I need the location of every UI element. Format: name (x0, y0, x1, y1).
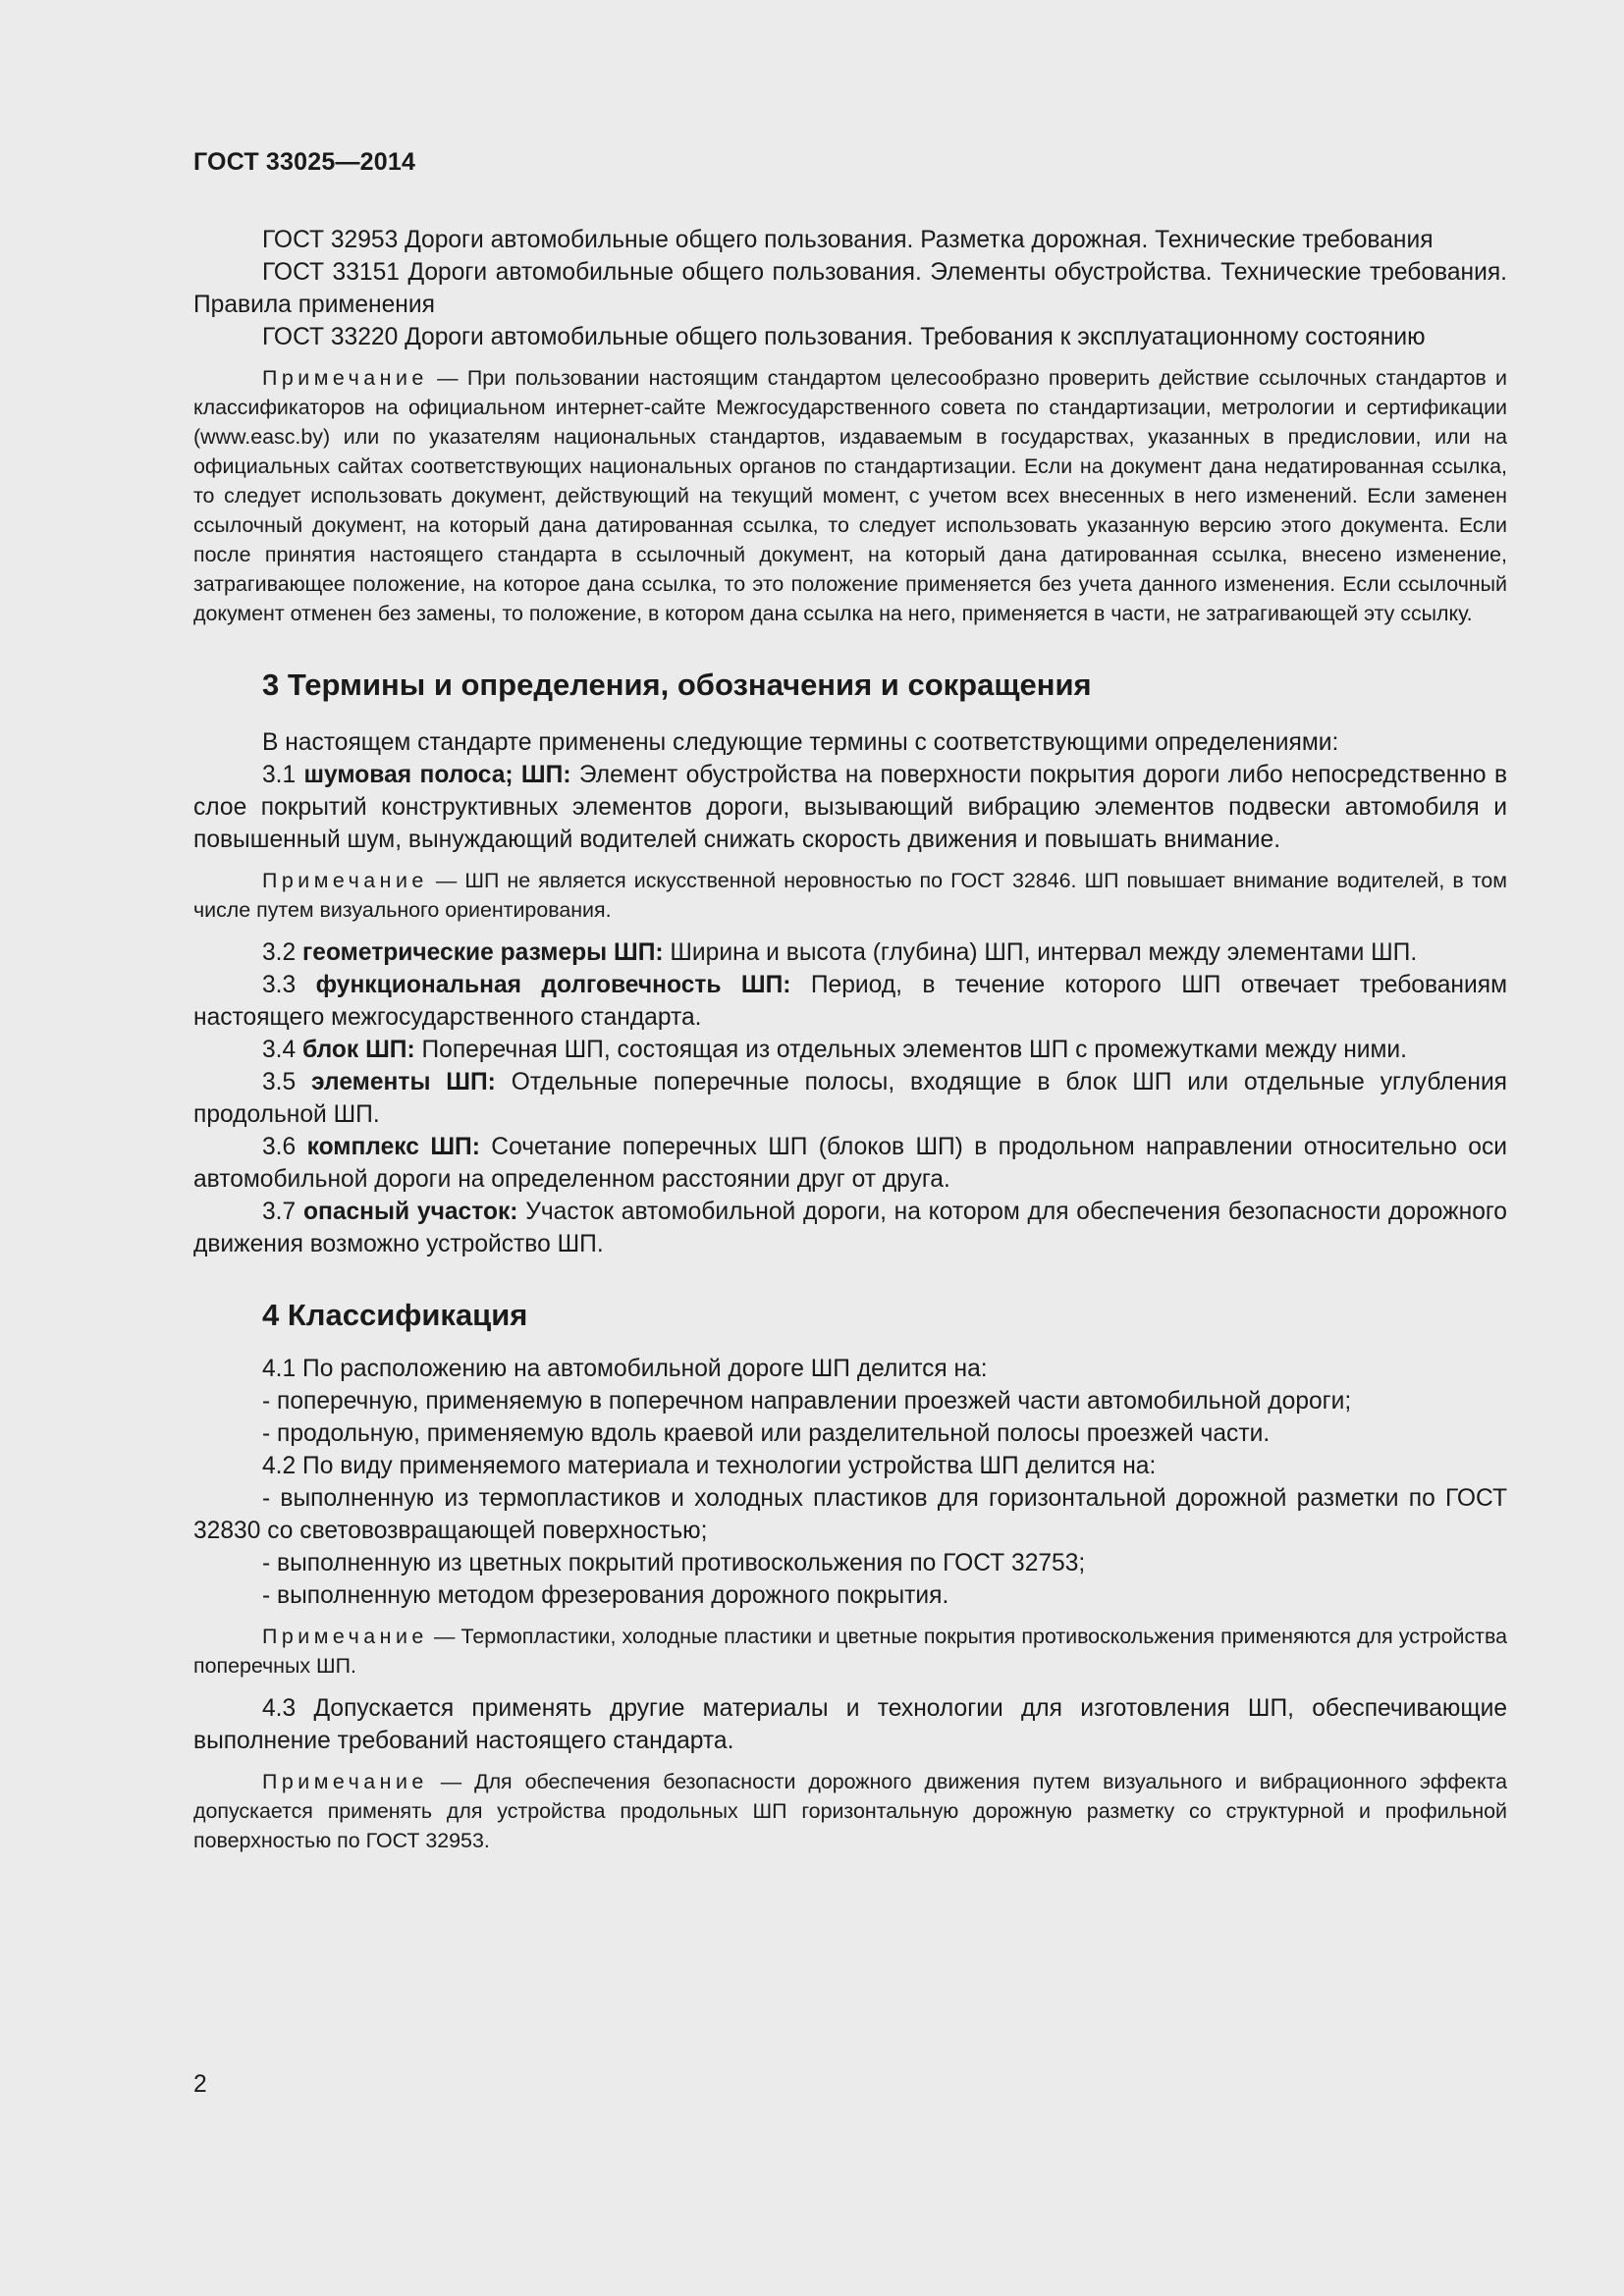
clause-4-3: 4.3 Допускается применять другие материалы и технологии для изготовления ШП, обеспечивающие выполнение требований настоящего стандарта. (193, 1695, 1507, 1754)
list-item: - выполненную методом фрезерования дорожного покрытия. (262, 1582, 949, 1609)
section-3-title: 3 Термины и определения, обозначения и сокращения (262, 667, 1092, 702)
term-number: 3.5 (262, 1069, 312, 1095)
term-definition: Отдельные поперечные полосы, входящие в блок ШП или отдельные углубления продольной ШП. (193, 1069, 1507, 1128)
note-clause-4-2 (193, 1622, 1507, 1681)
page-content (193, 224, 1507, 1855)
term-number: 3.6 (262, 1134, 307, 1160)
note-label: Примечание (262, 1770, 428, 1793)
term-name: шумовая полоса; ШП: (303, 762, 571, 788)
note-label: Примечание (262, 1625, 428, 1648)
term-3-1 (193, 759, 1507, 856)
term-3-6 (193, 1131, 1507, 1196)
term-definition: Поперечная ШП, состоящая из отдельных элементов ШП с промежутками между ними. (414, 1037, 1407, 1063)
term-3-5 (193, 1066, 1507, 1131)
term-name: блок ШП: (302, 1037, 415, 1063)
term-3-4 (193, 1034, 1507, 1066)
note-dash: — (427, 869, 465, 892)
term-name: элементы ШП: (311, 1069, 496, 1095)
note-dash: — (427, 366, 467, 390)
list-item: - выполненную из цветных покрытий противоскольжения по ГОСТ 32753; (262, 1550, 1086, 1576)
clause-4-2: 4.2 По виду применяемого материала и технологии устройства ШП делится на: (262, 1453, 1157, 1479)
list-item: - поперечную, применяемую в поперечном направлении проезжей части автомобильной дороги; (262, 1388, 1352, 1415)
list-item: - продольную, применяемую вдоль краевой или разделительной полосы проезжей части. (262, 1420, 1271, 1447)
note-label: Примечание (262, 869, 428, 892)
document-code-header: ГОСТ 33025—2014 (193, 148, 416, 176)
term-3-3 (193, 969, 1507, 1034)
reference-gost-33220: ГОСТ 33220 Дороги автомобильные общего пользования. Требования к эксплуатационному состоянию (262, 324, 1426, 350)
term-name: геометрические размеры ШП: (302, 939, 664, 966)
term-name: функциональная долговечность ШП: (315, 972, 791, 998)
term-number: 3.7 (262, 1199, 303, 1225)
note-text: При пользовании настоящим стандартом целесообразно проверить действие ссылочных стандартов и классификаторов на официальном интернет-сайте Межгосударственного совета по стандартизации, метрологии и сертификации (www.easc.by) или по указателям национальных стандартов, издаваемым в государствах, указанных в предисловии, или на официальных сайтах соответствующих национальных органов по стандартизации. Если на документ дана недатированная ссылка, то следует использовать документ, действующий на текущий момент, с учетом всех внесенных в него изменений. Если заменен ссылочный документ, на который дана датированная ссылка, то следует использовать указанную версию этого документа. Если после принятия настоящего стандарта в ссылочный документ, на который дана датированная ссылка, внесено изменение, затрагивающее положение, на которое дана ссылка, то это положение применяется без учета данного изменения. Если ссылочный документ отменен без замены, то положение, в котором дана ссылка на него, применяется в части, не затрагивающей эту ссылку. (193, 366, 1507, 625)
section-3-intro: В настоящем стандарте применены следующие термины с соответствующими определениями: (262, 729, 1339, 756)
reference-gost-32953: ГОСТ 32953 Дороги автомобильные общего пользования. Разметка дорожная. Технические требования (262, 227, 1434, 253)
term-definition: Участок автомобильной дороги, на котором для обеспечения безопасности дорожного движения возможно устройство ШП. (193, 1199, 1507, 1257)
note-text: Для обеспечения безопасности дорожного движения путем визуального и вибрационного эффекта допускается применять для устройства продольных ШП горизонтальную дорожную разметку со структурной и профильной поверхностью по ГОСТ 32953. (193, 1770, 1507, 1852)
note-text: ШП не является искусственной неровностью по ГОСТ 32846. ШП повышает внимание водителей, в том числе путем визуального ориентирования. (193, 869, 1507, 922)
term-name: опасный участок: (302, 1199, 518, 1225)
note-term-3-1 (193, 866, 1507, 925)
term-number: 3.3 (262, 972, 316, 998)
term-3-7 (193, 1196, 1507, 1260)
term-definition: Ширина и высота (глубина) ШП, интервал между элементами ШП. (663, 939, 1418, 966)
term-number: 3.2 (262, 939, 303, 966)
note-text: Термопластики, холодные пластики и цветные покрытия противоскольжения применяются для устройства поперечных ШП. (193, 1625, 1507, 1678)
clause-4-1: 4.1 По расположению на автомобильной дороге ШП делится на: (262, 1356, 988, 1382)
term-definition: Элемент обустройства на поверхности покрытия дороги либо непосредственно в слое покрытий конструктивных элементов дороги, вызывающий вибрацию элементов подвески автомобиля и повышенный шум, вынуждающий водителей снижать скорость движения и повышать внимание. (193, 762, 1508, 853)
term-number: 3.1 (262, 762, 304, 788)
term-definition: Период, в течение которого ШП отвечает требованиям настоящего межгосударственного стандарта. (193, 972, 1507, 1031)
section-4-title: 4 Классификация (262, 1298, 528, 1332)
note-references (193, 363, 1507, 628)
note-dash: — (427, 1770, 475, 1793)
term-number: 3.4 (262, 1037, 303, 1063)
page-number: 2 (193, 2071, 207, 2098)
term-definition: Сочетание поперечных ШП (блоков ШП) в продольном направлении относительно оси автомобильной дороги на определенном расстоянии друг от друга. (193, 1134, 1507, 1193)
list-item: - выполненную из термопластиков и холодных пластиков для горизонтальной дорожной разметки по ГОСТ 32830 со световозвращающей поверхностью; (193, 1485, 1507, 1544)
note-dash: — (427, 1625, 461, 1648)
term-name: комплекс ШП: (306, 1134, 480, 1160)
note-clause-4-3 (193, 1767, 1507, 1855)
reference-gost-33151: ГОСТ 33151 Дороги автомобильные общего пользования. Элементы обустройства. Технические требования. Правила применения (193, 259, 1507, 318)
term-3-2 (193, 936, 1507, 969)
note-label: Примечание (262, 366, 428, 390)
